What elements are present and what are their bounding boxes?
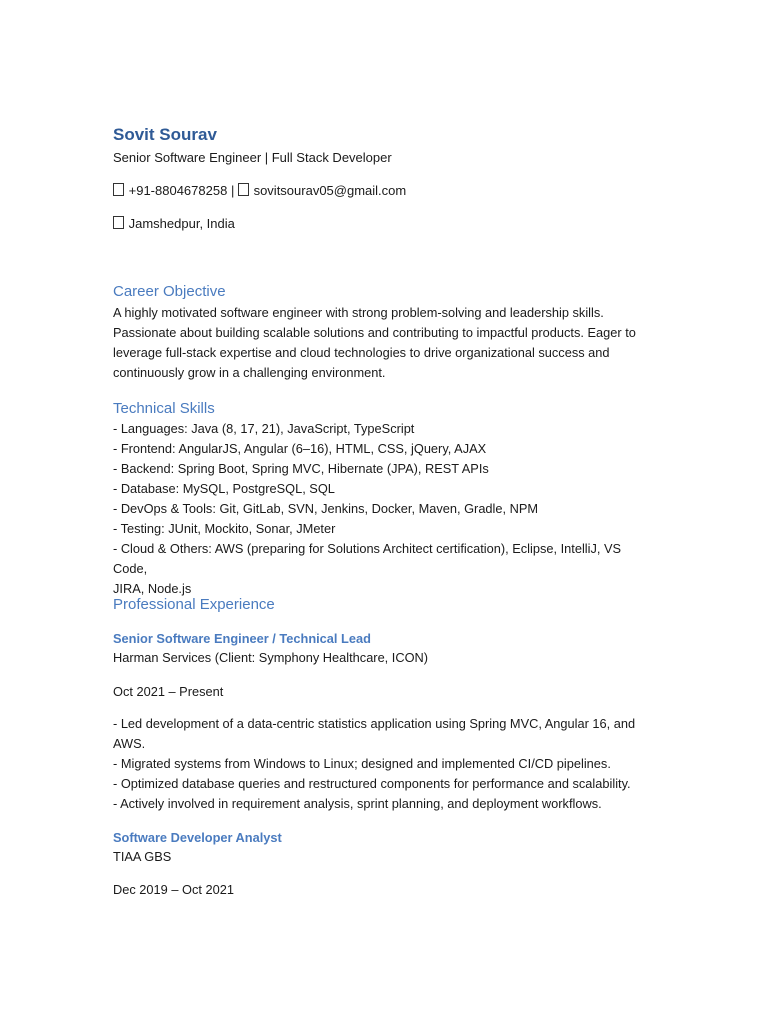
location-text: Jamshedpur, India xyxy=(128,216,235,231)
contact-line xyxy=(113,183,406,198)
candidate-title: Senior Software Engineer | Full Stack Developer xyxy=(113,150,392,165)
job-role: Senior Software Engineer / Technical Lead xyxy=(113,631,371,646)
email-address: sovitsourav05@gmail.com xyxy=(253,183,407,198)
section-heading: Technical Skills xyxy=(113,400,215,417)
job-dates: Dec 2019 – Oct 2021 xyxy=(113,882,234,897)
email-icon xyxy=(238,183,249,196)
job-company: Harman Services (Client: Symphony Healthcare, ICON) xyxy=(113,650,429,665)
candidate-name: Sovit Sourav xyxy=(113,125,217,144)
job-bullets xyxy=(113,714,635,814)
section-heading: Career Objective xyxy=(113,283,226,300)
job-bullet: AWS. xyxy=(113,736,146,751)
skill-item: - Languages: Java (8, 17, 21), JavaScript, TypeScript xyxy=(113,421,415,436)
location-icon xyxy=(113,216,124,229)
objective-line: A highly motivated software engineer with strong problem-solving and leadership skills. xyxy=(113,305,604,320)
job-bullet: - Optimized database queries and restructured components for performance and scalability. xyxy=(113,776,631,791)
phone-number: +91-8804678258 xyxy=(128,183,228,198)
contact-separator: | xyxy=(230,183,235,198)
objective-line: leverage full-stack expertise and cloud technologies to drive organizational success and xyxy=(113,345,610,360)
job-entry xyxy=(113,631,428,668)
skill-item: - Testing: JUnit, Mockito, Sonar, JMeter xyxy=(113,521,336,536)
skill-item: - DevOps & Tools: Git, GitLab, SVN, Jenkins, Docker, Maven, Gradle, NPM xyxy=(113,501,539,516)
objective-line: continuously grow in a challenging environment. xyxy=(113,365,386,380)
job-company: TIAA GBS xyxy=(113,849,172,864)
professional-experience-section xyxy=(113,596,275,613)
job-bullet: - Migrated systems from Windows to Linux; designed and implemented CI/CD pipelines. xyxy=(113,756,611,771)
skill-item: - Database: MySQL, PostgreSQL, SQL xyxy=(113,481,335,496)
section-heading: Professional Experience xyxy=(113,596,275,613)
phone-icon xyxy=(113,183,124,196)
skill-item: - Backend: Spring Boot, Spring MVC, Hibernate (JPA), REST APIs xyxy=(113,461,489,476)
job-bullet: - Led development of a data-centric statistics application using Spring MVC, Angular 16, and xyxy=(113,716,636,731)
objective-text xyxy=(113,303,636,383)
skill-item: - Cloud & Others: AWS (preparing for Solutions Architect certification), Eclipse, IntelliJ, VS Code, xyxy=(113,541,622,576)
job-entry xyxy=(113,830,282,867)
technical-skills-section xyxy=(113,400,658,599)
skills-list xyxy=(113,419,658,599)
objective-line: Passionate about building scalable solutions and contributing to impactful products. Eager to xyxy=(113,325,636,340)
job-role: Software Developer Analyst xyxy=(113,830,282,845)
skill-item: JIRA, Node.js xyxy=(113,581,192,596)
career-objective-section xyxy=(113,283,636,383)
location-line xyxy=(113,216,235,231)
job-dates: Oct 2021 – Present xyxy=(113,684,224,699)
job-bullet: - Actively involved in requirement analysis, sprint planning, and deployment workflows. xyxy=(113,796,602,811)
skill-item: - Frontend: AngularJS, Angular (6–16), HTML, CSS, jQuery, AJAX xyxy=(113,441,487,456)
